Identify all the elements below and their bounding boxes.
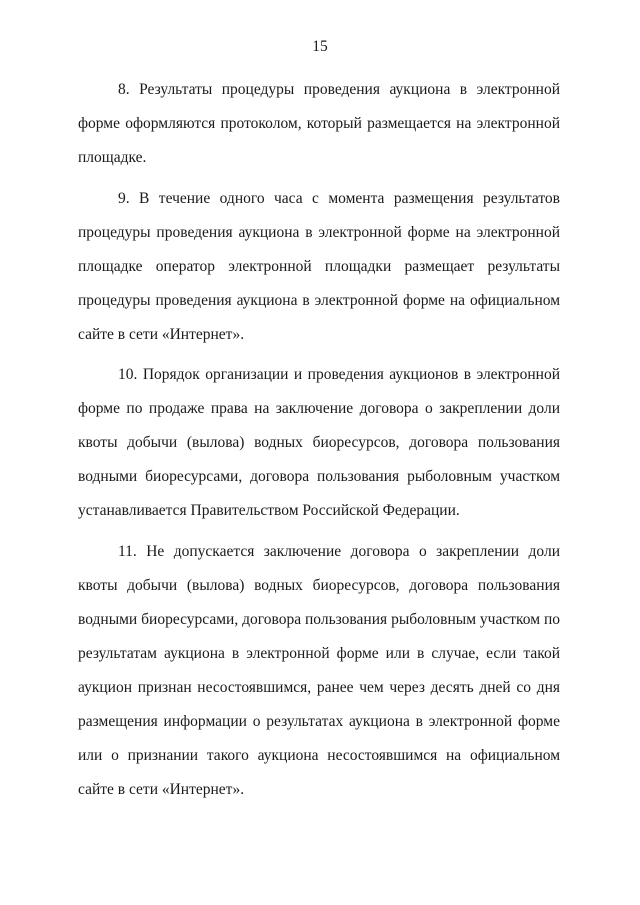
paragraph-10: 10. Порядок организации и проведения аукционов в электронной форме по продаже права на заключение договора о закреплении доли квоты добычи (вылова) водных биоресурсов, договора пользования водными биоресурсами, договора пользования рыболовным участком устанавливается Правительством Российской Федерации. [78, 366, 560, 519]
document-body [78, 73, 560, 813]
paragraph-11: 11. Не допускается заключение договора о закреплении доли квоты добычи (вылова) водных биоресурсов, договора пользования водными биоресурсами, договора пользования рыболовным участком по результатам аукциона в электронной форме или в случае, если такой аукцион признан несостоявшимся, ранее чем через десять дней со дня размещения информации о результатах аукциона в электронной форме или о признании такого аукциона несостоявшимся на официальном сайте в сети «Интернет». [78, 542, 560, 798]
paragraph-9: 9. В течение одного часа с момента размещения результатов процедуры проведения аукциона в электронной форме на электронной площадке оператор электронной площадки размещает результаты процедуры проведения аукциона в электронной форме на официальном сайте в сети «Интернет». [78, 189, 560, 343]
page-number: 15 [312, 38, 328, 55]
paragraph-8: 8. Результаты процедуры проведения аукциона в электронной форме оформляются протоколом, который размещается на электронной площадке. [78, 81, 560, 166]
